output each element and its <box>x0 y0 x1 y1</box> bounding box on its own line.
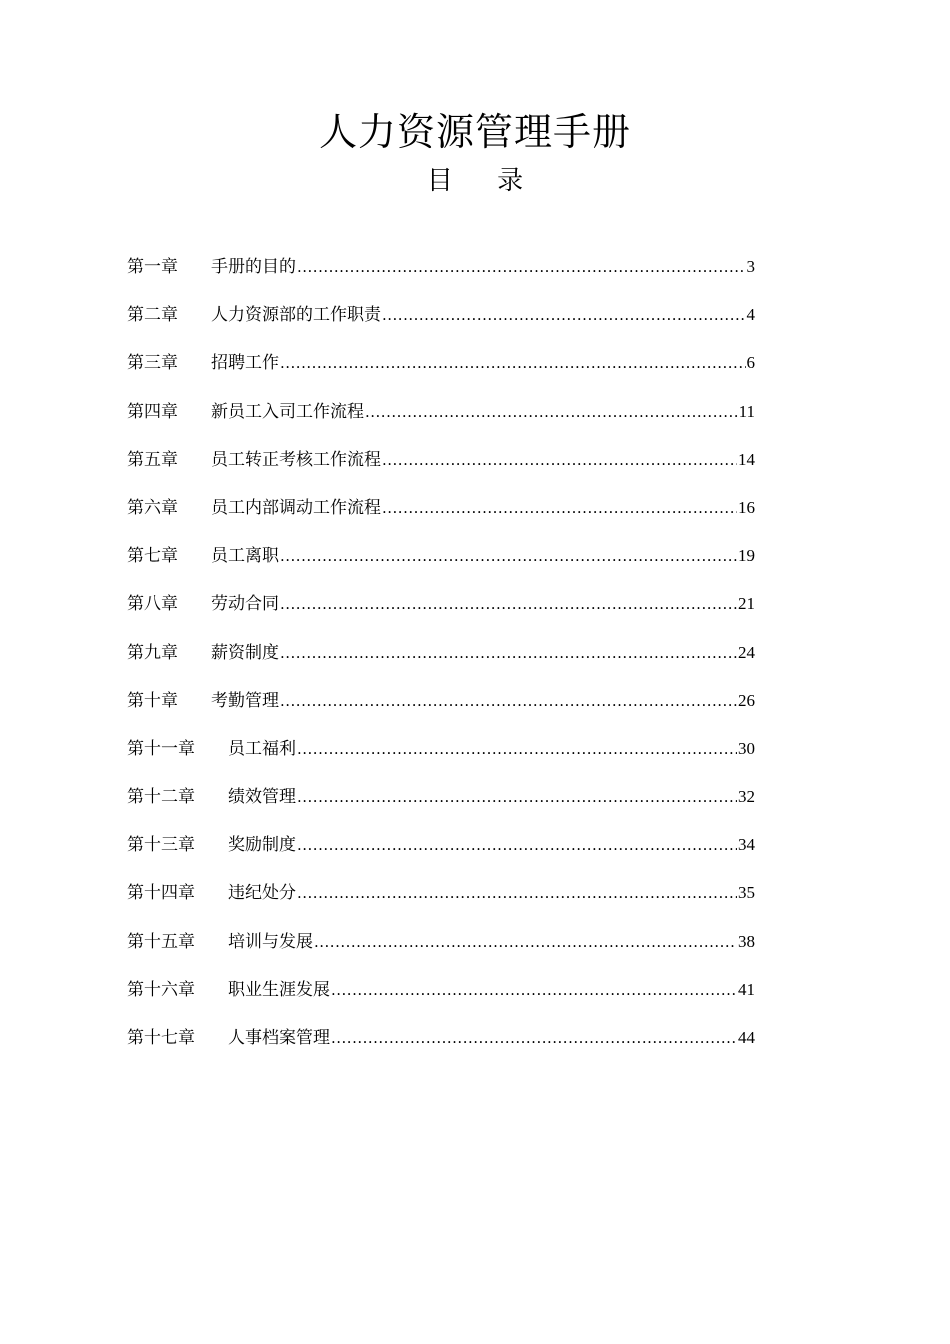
toc-page-number: 16 <box>738 497 755 517</box>
toc-chapter-number: 第十五章 <box>127 931 195 952</box>
toc-chapter-title: 新员工入司工作流程 <box>211 401 364 422</box>
toc-chapter-number: 第七章 <box>127 546 178 567</box>
toc-dot-leader <box>280 539 737 573</box>
toc-page-number: 44 <box>738 1028 755 1047</box>
toc-page-number: 32 <box>738 787 755 807</box>
toc-page-number: 35 <box>738 883 755 903</box>
toc-heading: 目 录 <box>426 166 542 196</box>
toc-chapter-title: 招聘工作 <box>211 353 279 374</box>
toc-chapter-number: 第十七章 <box>127 1028 195 1048</box>
toc-page-number: 3 <box>746 257 755 276</box>
toc-chapter-title: 员工离职 <box>211 546 279 567</box>
toc-dot-leader <box>280 587 737 621</box>
toc-chapter-title: 奖励制度 <box>228 835 296 856</box>
toc-dot-leader <box>382 443 737 477</box>
toc-entry[interactable] <box>127 684 755 732</box>
toc-chapter-number: 第一章 <box>127 257 178 277</box>
toc-chapter-title: 员工内部调动工作流程 <box>211 497 381 518</box>
toc-page-number: 21 <box>738 594 755 614</box>
toc-chapter-title: 员工转正考核工作流程 <box>211 449 381 470</box>
toc-dot-leader <box>297 732 737 766</box>
toc-entry[interactable] <box>127 732 755 780</box>
toc-entry[interactable] <box>127 395 755 443</box>
toc-chapter-number: 第十四章 <box>127 883 195 904</box>
toc-entry[interactable] <box>127 973 755 1021</box>
toc-chapter-title: 员工福利 <box>228 738 296 759</box>
toc-page-number: 24 <box>738 642 755 662</box>
toc-page-number: 14 <box>738 449 755 469</box>
toc-chapter-title: 绩效管理 <box>228 787 296 808</box>
toc-chapter-title: 职业生涯发展 <box>228 979 330 1000</box>
toc-entry[interactable] <box>127 298 755 346</box>
toc-dot-leader <box>331 1021 737 1055</box>
toc-chapter-number: 第二章 <box>127 305 178 326</box>
toc-chapter-number: 第九章 <box>127 642 178 663</box>
toc-page-number: 38 <box>738 931 755 951</box>
toc-chapter-title: 劳动合同 <box>211 594 279 615</box>
toc-page-number: 19 <box>738 546 755 566</box>
toc-page-number: 30 <box>738 738 755 758</box>
toc-entry[interactable] <box>127 925 755 973</box>
toc-entry[interactable] <box>127 539 755 587</box>
toc-chapter-number: 第十二章 <box>127 787 195 808</box>
toc-chapter-number: 第八章 <box>127 594 178 615</box>
toc-page-number: 34 <box>738 835 755 855</box>
toc-entry[interactable] <box>127 491 755 539</box>
toc-chapter-title: 人力资源部的工作职责 <box>211 305 381 326</box>
toc-chapter-title: 手册的目的 <box>211 257 296 277</box>
toc-entry[interactable] <box>127 876 755 924</box>
toc-dot-leader <box>280 684 737 718</box>
toc-chapter-number: 第三章 <box>127 353 178 374</box>
toc-dot-leader <box>314 925 737 959</box>
table-of-contents <box>127 250 755 1069</box>
toc-chapter-number: 第十三章 <box>127 835 195 856</box>
toc-dot-leader <box>365 395 738 429</box>
toc-page-number: 11 <box>738 401 755 421</box>
toc-chapter-title: 违纪处分 <box>228 883 296 904</box>
toc-dot-leader <box>297 250 746 284</box>
toc-chapter-number: 第十章 <box>127 690 178 711</box>
toc-entry[interactable] <box>127 443 755 491</box>
toc-dot-leader <box>331 973 737 1007</box>
toc-entry[interactable] <box>127 587 755 635</box>
toc-chapter-title: 培训与发展 <box>228 931 313 952</box>
toc-page-number: 6 <box>746 353 755 373</box>
toc-entry[interactable] <box>127 636 755 684</box>
toc-chapter-number: 第五章 <box>127 449 178 470</box>
toc-dot-leader <box>280 636 737 670</box>
toc-dot-leader <box>382 491 737 525</box>
toc-page-number: 26 <box>738 690 755 710</box>
toc-entry[interactable] <box>127 346 755 394</box>
toc-entry[interactable] <box>127 780 755 828</box>
toc-chapter-number: 第十六章 <box>127 979 195 1000</box>
toc-page-number: 41 <box>738 979 755 999</box>
toc-dot-leader <box>297 876 737 910</box>
toc-chapter-title: 人事档案管理 <box>228 1028 330 1048</box>
document-title: 人力资源管理手册 <box>318 110 631 154</box>
toc-dot-leader <box>280 346 746 380</box>
toc-dot-leader <box>297 828 737 862</box>
toc-chapter-number: 第六章 <box>127 497 178 518</box>
toc-chapter-title: 薪资制度 <box>211 642 279 663</box>
toc-entry[interactable] <box>127 1021 755 1069</box>
toc-page-number: 4 <box>746 305 755 325</box>
toc-dot-leader <box>382 298 746 332</box>
toc-chapter-title: 考勤管理 <box>211 690 279 711</box>
toc-chapter-number: 第四章 <box>127 401 178 422</box>
toc-entry[interactable] <box>127 250 755 298</box>
toc-dot-leader <box>297 780 737 814</box>
toc-entry[interactable] <box>127 828 755 876</box>
toc-chapter-number: 第十一章 <box>127 738 195 759</box>
